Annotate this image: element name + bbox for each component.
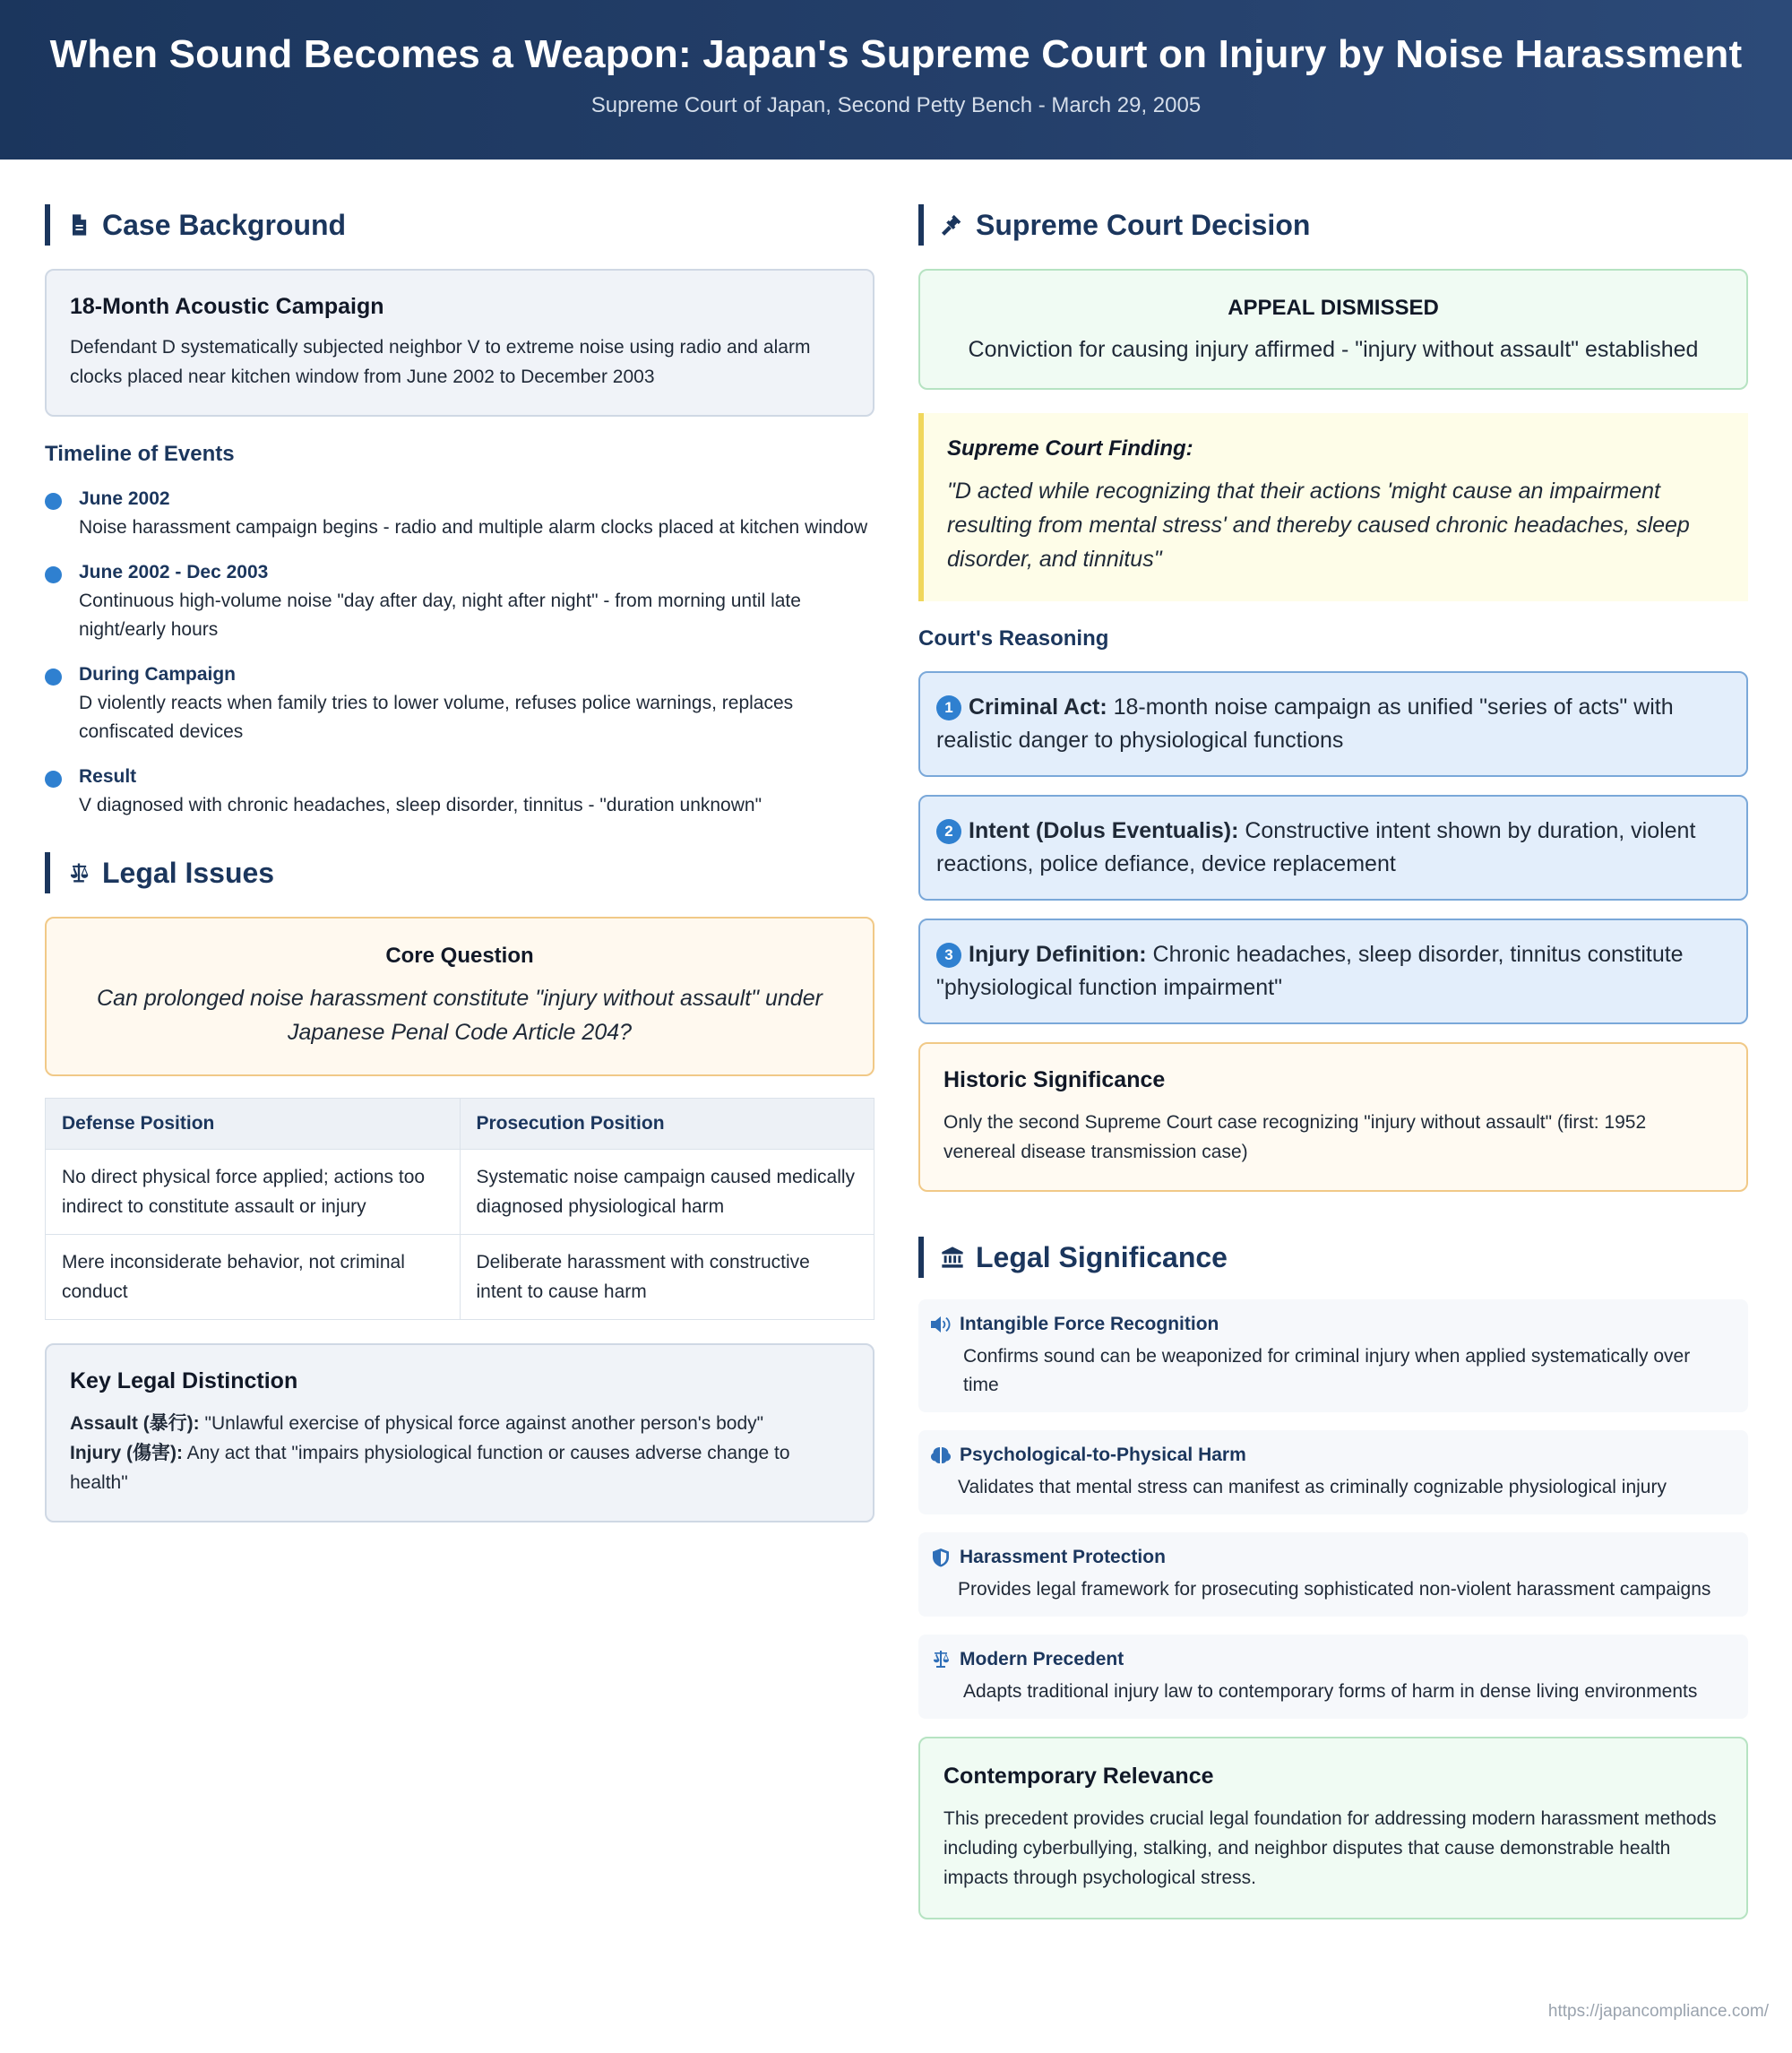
- timeline-desc: V diagnosed with chronic headaches, sleep disorder, tinnitus - "duration unknown": [79, 795, 762, 815]
- core-question-box: [45, 917, 874, 1076]
- reasoning-list: [918, 671, 1748, 1024]
- significance-title: Modern Precedent: [960, 1649, 1124, 1669]
- brain-icon: [929, 1445, 952, 1465]
- historic-significance-box: [918, 1042, 1748, 1192]
- positions-table: [45, 1098, 874, 1320]
- timeline-item: [45, 664, 874, 746]
- reason-text: 18-month noise campaign as unified "series of acts" with realistic danger to physiological functions: [936, 694, 1674, 753]
- document-icon: [66, 212, 91, 237]
- section-legal-significance: [918, 1237, 1748, 1278]
- campaign-title: 18-Month Acoustic Campaign: [70, 294, 384, 319]
- significance-item: [918, 1532, 1748, 1617]
- left-column: [45, 204, 874, 1522]
- page-subtitle: Supreme Court of Japan, Second Petty Bench - March 29, 2005: [590, 93, 1202, 117]
- timeline-item: [45, 488, 874, 542]
- timeline-item: [45, 562, 874, 644]
- injury-text: Any act that "impairs physiological function or causes adverse change to health": [70, 1443, 790, 1493]
- significance-item: [918, 1299, 1748, 1412]
- speaker-icon: [929, 1315, 952, 1334]
- significance-text: Provides legal framework for prosecuting sophisticated non-violent harassment campaigns: [958, 1579, 1711, 1600]
- significance-title: Psychological-to-Physical Harm: [960, 1445, 1246, 1465]
- timeline-date: Result: [79, 766, 137, 787]
- distinction-title: Key Legal Distinction: [70, 1368, 298, 1393]
- significance-title: Intangible Force Recognition: [960, 1314, 1219, 1334]
- historic-title: Historic Significance: [943, 1067, 1166, 1092]
- timeline-desc: Noise harassment campaign begins - radio and multiple alarm clocks placed at kitchen window: [79, 517, 868, 538]
- significance-head: [929, 1547, 1730, 1568]
- finding-text: "D acted while recognizing that their actions 'might cause an impairment resulting from mental stress' and thereby caused chronic headaches, sleep disorder, and tinnitus": [947, 479, 1690, 572]
- timeline-date: June 2002: [79, 488, 170, 509]
- distinction-text: [70, 1409, 849, 1497]
- section-title-text: Legal Significance: [976, 1240, 1228, 1273]
- finding-box: [918, 413, 1748, 601]
- gavel-icon: [940, 212, 965, 237]
- core-question-title: Core Question: [385, 944, 534, 968]
- timeline-date: June 2002 - Dec 2003: [79, 562, 269, 582]
- reason-number: 1: [936, 695, 961, 720]
- significance-head: [929, 1314, 1730, 1335]
- campaign-box: [45, 269, 874, 417]
- timeline-desc: Continuous high-volume noise "day after day, night after night" - from morning until late night/early hours: [79, 591, 801, 640]
- table-row: [46, 1150, 874, 1235]
- verdict-box: [918, 269, 1748, 390]
- timeline: [45, 488, 874, 820]
- injury-definition: [70, 1438, 849, 1497]
- table-header-defense: Defense Position: [46, 1099, 461, 1150]
- significance-item: [918, 1430, 1748, 1514]
- significance-text: Adapts traditional injury law to contemporary forms of harm in dense living environments: [963, 1681, 1698, 1702]
- reason-number: 2: [936, 819, 961, 844]
- verdict-text: Conviction for causing injury affirmed - "injury without assault" established: [968, 337, 1699, 362]
- legal-distinction-box: [45, 1343, 874, 1522]
- section-title-text: Case Background: [102, 208, 347, 241]
- reason-label: Criminal Act:: [969, 694, 1107, 720]
- scales-icon: [929, 1650, 952, 1669]
- page-title: When Sound Becomes a Weapon: Japan's Supreme Court on Injury by Noise Harassment: [49, 32, 1743, 76]
- assault-definition: [70, 1409, 849, 1438]
- core-question-text: Can prolonged noise harassment constitute "injury without assault" under Japanese Penal Code Article 204?: [97, 986, 823, 1045]
- contemporary-text: This precedent provides crucial legal foundation for addressing modern harassment methods including cyberbullying, stalking, and neighbor disputes that cause demonstrable health impacts through psychological stress.: [943, 1808, 1717, 1888]
- significance-head: [929, 1649, 1730, 1670]
- table-cell: No direct physical force applied; actions too indirect to constitute assault or injury: [46, 1150, 461, 1235]
- significance-title: Harassment Protection: [960, 1547, 1166, 1567]
- timeline-item: [45, 766, 874, 820]
- page-header: [0, 0, 1792, 160]
- timeline-desc: D violently reacts when family tries to lower volume, refuses police warnings, replaces confiscated devices: [79, 693, 794, 742]
- reason-text: Constructive intent shown by duration, violent reactions, police defiance, device replacement: [936, 818, 1696, 876]
- section-title-text: Supreme Court Decision: [976, 208, 1311, 241]
- right-column: [918, 204, 1748, 1919]
- footer-url: https://japancompliance.com/: [1547, 2002, 1769, 2021]
- significance-item: [918, 1635, 1748, 1719]
- reason-item: [918, 671, 1748, 777]
- contemporary-title: Contemporary Relevance: [943, 1764, 1214, 1789]
- timeline-dot: [45, 566, 62, 583]
- landmark-icon: [940, 1245, 965, 1270]
- table-row: [46, 1235, 874, 1320]
- shield-icon: [929, 1548, 952, 1567]
- campaign-text: Defendant D systematically subjected neighbor V to extreme noise using radio and alarm clocks placed near kitchen window from June 2002 to December 2003: [70, 337, 811, 387]
- table-cell: Deliberate harassment with constructive intent to cause harm: [460, 1235, 874, 1320]
- timeline-date: During Campaign: [79, 664, 237, 685]
- significance-text: Confirms sound can be weaponized for criminal injury when applied systematically over time: [963, 1346, 1691, 1395]
- assault-label: Assault (暴行):: [70, 1413, 200, 1434]
- section-title-text: Legal Issues: [102, 856, 275, 889]
- reason-item: [918, 795, 1748, 901]
- significance-text: Validates that mental stress can manifest as criminally cognizable physiological injury: [958, 1477, 1667, 1497]
- reason-number: 3: [936, 943, 961, 968]
- assault-text: "Unlawful exercise of physical force against another person's body": [199, 1413, 764, 1434]
- reason-text: Chronic headaches, sleep disorder, tinnitus constitute "physiological function impairment": [936, 942, 1684, 1000]
- table-cell: Mere inconsiderate behavior, not criminal conduct: [46, 1235, 461, 1320]
- timeline-dot: [45, 493, 62, 510]
- significance-head: [929, 1445, 1730, 1466]
- finding-title: Supreme Court Finding:: [947, 436, 1193, 461]
- injury-label: Injury (傷害):: [70, 1443, 183, 1463]
- section-case-background: [45, 204, 874, 246]
- reasoning-title: Court's Reasoning: [918, 626, 1109, 651]
- contemporary-relevance-box: [918, 1737, 1748, 1919]
- timeline-title: Timeline of Events: [45, 442, 235, 466]
- verdict-title: APPEAL DISMISSED: [1228, 296, 1439, 320]
- content-columns: [0, 160, 1792, 2032]
- table-header-row: [46, 1099, 874, 1150]
- scales-icon: [66, 860, 91, 885]
- reason-label: Injury Definition:: [969, 942, 1147, 967]
- significance-list: [918, 1299, 1748, 1719]
- table-header-prosecution: Prosecution Position: [460, 1099, 874, 1150]
- timeline-dot: [45, 669, 62, 686]
- section-legal-issues: [45, 852, 874, 893]
- historic-text: Only the second Supreme Court case recognizing "injury without assault" (first: 1952 venereal disease transmission case): [943, 1112, 1647, 1162]
- reason-label: Intent (Dolus Eventualis):: [969, 818, 1239, 843]
- timeline-dot: [45, 771, 62, 788]
- table-cell: Systematic noise campaign caused medically diagnosed physiological harm: [460, 1150, 874, 1235]
- section-supreme-court-decision: [918, 204, 1748, 246]
- reason-item: [918, 919, 1748, 1024]
